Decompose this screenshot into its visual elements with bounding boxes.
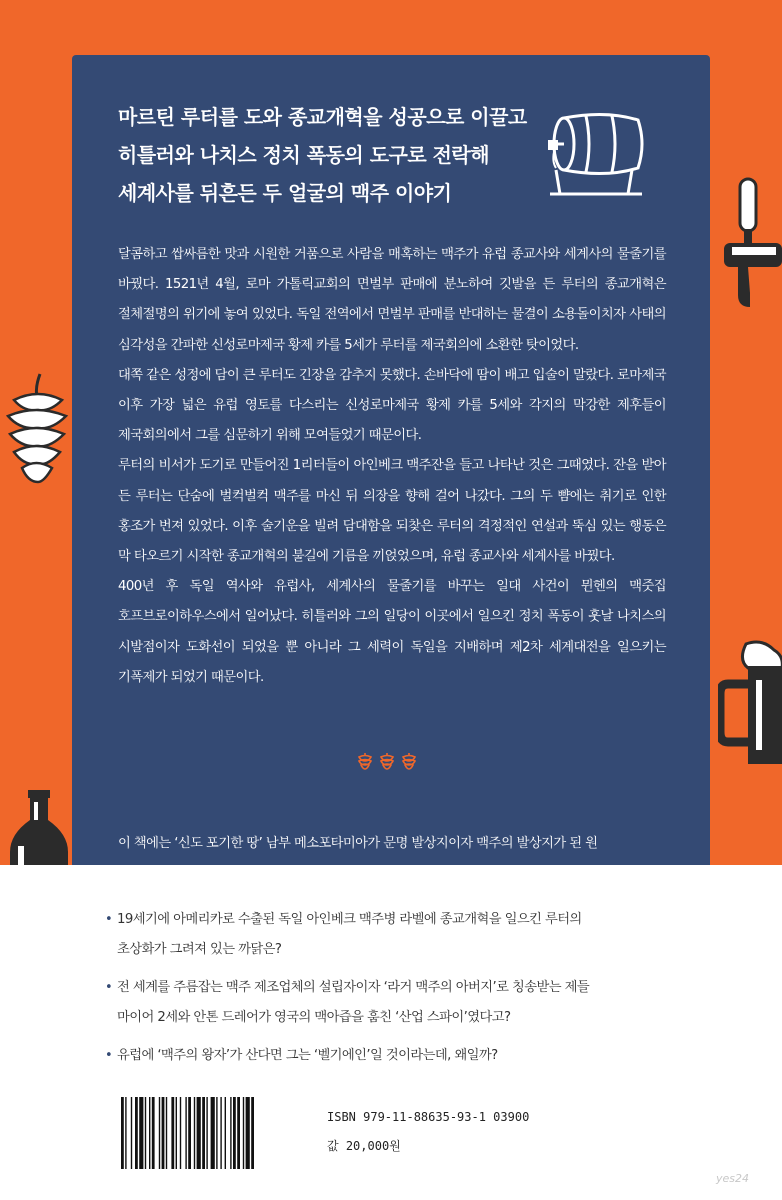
hop-icon	[356, 752, 374, 770]
question-text: 전 세계를 주름잡는 맥주 제조업체의 설립자이자 ‘라거 맥주의 아버지’로 칭송받는 제들마이어 2세와 안톤 드레어가 영국의 맥아즙을 훔친 ‘산업 스파이’였다고?	[117, 980, 590, 1025]
beer-mug-icon	[718, 640, 782, 770]
question-item	[105, 905, 705, 965]
question-text: 유럽에 ‘맥주의 왕자’가 산다면 그는 ‘벨기에인’일 것이라는데, 왜일까?	[117, 1048, 498, 1063]
hops-cone-icon	[0, 370, 74, 490]
body-paragraph: 달콤하고 쌉싸름한 맛과 시원한 거품으로 사람을 매혹하는 맥주가 유럽 종교사와 세계사의 물줄기를 바꿨다. 1521년 4월, 로마 가톨릭교회의 면벌부 판매에 분노하여 깃발을 든 루터의 종교개혁은 절체절명의 위기에 놓여 있었다. 독일 전역에서 면벌부 판매를 반대하는 물결이 소용돌이치자 사태의 심각성을 간파한 신성로마제국 황제 카를 5세가 루터를 제국회의에 소환한 탓이었다.	[118, 247, 666, 353]
body-text	[118, 240, 666, 693]
barcode-bar	[171, 1097, 174, 1169]
body-paragraph: 대쪽 같은 성정에 담이 큰 루터도 긴장을 감추지 못했다. 손바닥에 땀이 배고 입술이 말랐다. 로마제국 이후 가장 넓은 유럽 영토를 다스리는 신성로마제국 황제 카를 5세와 각지의 막강한 제후들이 제국회의에서 그를 심문하기 위해 모여들었기 때문이다.	[118, 367, 666, 444]
barcode-bar	[162, 1097, 165, 1169]
question-text: 19세기에 아메리카로 수출된 독일 아인베크 맥주병 라벨에 종교개혁을 일으킨 루터의 초상화가 그려져 있는 까닭은?	[117, 912, 582, 957]
teaser-text: 이 책에는 ‘신도 포기한 땅’ 남부 메소포타미아가 문명 발상지이자 맥주의 발상지가 된 원	[118, 836, 598, 851]
barcode-bar	[230, 1097, 231, 1169]
bullet-icon: •	[105, 912, 113, 927]
barcode-bar	[121, 1097, 124, 1169]
barcode-bar	[135, 1097, 138, 1169]
watermark-logo: yes24	[716, 1172, 750, 1185]
bullet-icon: •	[105, 980, 113, 995]
barcode-bar	[220, 1097, 221, 1169]
headline-line: 세계사를 뒤흔든 두 얼굴의 맥주 이야기	[118, 181, 452, 205]
barcode-bar	[237, 1097, 240, 1169]
barcode-bar	[233, 1097, 236, 1169]
bullet-icon: •	[105, 1048, 113, 1063]
barcode-bar	[159, 1097, 160, 1169]
headline-line: 마르틴 루터를 도와 종교개혁을 성공으로 이끌고	[118, 105, 527, 129]
barcode-bar	[176, 1097, 177, 1169]
beer-barrel-icon	[546, 110, 656, 200]
barcode-bar	[185, 1097, 186, 1169]
barcode-bar	[216, 1097, 217, 1169]
barcode-bar	[166, 1097, 167, 1169]
question-list	[105, 905, 705, 1079]
barcode-bar	[152, 1097, 155, 1169]
headline-line: 히틀러와 나치스 정치 폭동의 도구로 전락해	[118, 143, 490, 167]
barcode-bar	[206, 1097, 207, 1169]
hops-divider	[356, 752, 418, 770]
barcode-bar	[225, 1097, 226, 1169]
barcode-icon	[117, 1095, 312, 1171]
barcode-bar	[149, 1097, 150, 1169]
body-paragraph: 루터의 비서가 도기로 만들어진 1리터들이 아인베크 맥주잔을 들고 나타난 것은 그때였다. 잔을 받아 든 루터는 단숨에 벌컥벌컥 맥주를 마신 뒤 의장을 향해 걸어 나갔다. 그의 두 뺨에는 취기로 인한 홍조가 번져 있었다. 이후 술기운을 빌려 담대함을 되찾은 루터의 격정적인 연설과 뚝심 있는 행동은 막 타오르기 시작한 종교개혁의 불길에 기름을 끼얹었으며, 유럽 종교사와 세계사를 바꿨다.	[118, 458, 666, 565]
barcode-bar	[246, 1097, 250, 1169]
barcode-bar	[197, 1097, 201, 1169]
barcode	[117, 1095, 312, 1171]
barcode-bar	[251, 1097, 254, 1169]
beer-bottle-icon	[0, 790, 74, 865]
barcode-bar	[131, 1097, 132, 1169]
price-label: 값 20,000원	[327, 1139, 401, 1153]
barcode-bar	[211, 1097, 215, 1169]
barcode-bar	[194, 1097, 195, 1169]
barcode-bar	[188, 1097, 191, 1169]
barcode-bar	[202, 1097, 205, 1169]
body-paragraph: 400년 후 독일 역사와 유럽사, 세계사의 물줄기를 바꾸는 일대 사건이 뮌헨의 맥줏집 호프브로이하우스에서 일어났다. 히틀러와 그의 일당이 이곳에서 일으킨 정치 폭동이 훗날 나치스의 시발점이자 도화선이 되었을 뿐 아니라 그 세력이 독일을 지배하며 제2차 세계대전을 일으키는 기폭제가 되었기 때문이다.	[118, 579, 666, 685]
headline	[118, 98, 558, 212]
barcode-bar	[145, 1097, 146, 1169]
barcode-bar	[125, 1097, 126, 1169]
barcode-bar	[243, 1097, 244, 1169]
barcode-bar	[180, 1097, 181, 1169]
hop-icon	[400, 752, 418, 770]
beer-tap-icon	[718, 175, 782, 325]
question-item	[105, 1041, 705, 1071]
isbn-number: ISBN 979-11-88635-93-1 03900	[327, 1110, 530, 1124]
hop-icon	[378, 752, 396, 770]
barcode-bar	[139, 1097, 143, 1169]
question-item	[105, 973, 705, 1033]
